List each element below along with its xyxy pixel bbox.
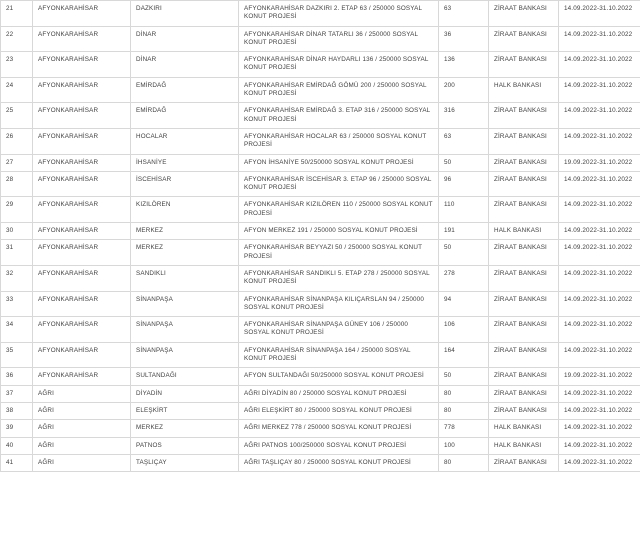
project-name-cell: AFYONKARAHİSAR KIZILÖREN 110 / 250000 SOSYAL KONUT PROJESİ bbox=[239, 197, 439, 223]
district-cell: DİYADİN bbox=[131, 385, 239, 402]
row-number: 21 bbox=[1, 1, 33, 27]
province-cell: AFYONKARAHİSAR bbox=[33, 223, 131, 240]
application-dates-cell: 14.09.2022-31.10.2022 bbox=[559, 77, 640, 103]
project-name-cell: AFYONKARAHİSAR BEYYAZI 50 / 250000 SOSYAL KONUT PROJESİ bbox=[239, 240, 439, 266]
bank-cell: HALK BANKASI bbox=[489, 77, 559, 103]
project-name-cell: AFYONKARAHİSAR DİNAR TATARLI 36 / 250000 SOSYAL KONUT PROJESİ bbox=[239, 26, 439, 52]
province-cell: AĞRI bbox=[33, 437, 131, 454]
bank-cell: ZİRAAT BANKASI bbox=[489, 103, 559, 129]
bank-cell: ZİRAAT BANKASI bbox=[489, 26, 559, 52]
table-row bbox=[1, 26, 640, 52]
province-cell: AFYONKARAHİSAR bbox=[33, 128, 131, 154]
bank-cell: HALK BANKASI bbox=[489, 420, 559, 437]
district-cell: PATNOS bbox=[131, 437, 239, 454]
project-name-cell: AĞRI ELEŞKİRT 80 / 250000 SOSYAL KONUT PROJESİ bbox=[239, 402, 439, 419]
province-cell: AĞRI bbox=[33, 402, 131, 419]
unit-count-cell: 316 bbox=[439, 103, 489, 129]
bank-cell: ZİRAAT BANKASI bbox=[489, 291, 559, 317]
unit-count-cell: 63 bbox=[439, 128, 489, 154]
row-number: 27 bbox=[1, 154, 33, 171]
application-dates-cell: 14.09.2022-31.10.2022 bbox=[559, 240, 640, 266]
application-dates-cell: 14.09.2022-31.10.2022 bbox=[559, 317, 640, 343]
unit-count-cell: 191 bbox=[439, 223, 489, 240]
table-row bbox=[1, 1, 640, 27]
project-name-cell: AFYONKARAHİSAR EMİRDAĞ 3. ETAP 316 / 250000 SOSYAL KONUT PROJESİ bbox=[239, 103, 439, 129]
district-cell: MERKEZ bbox=[131, 420, 239, 437]
district-cell: DAZKIRI bbox=[131, 1, 239, 27]
application-dates-cell: 14.09.2022-31.10.2022 bbox=[559, 1, 640, 27]
unit-count-cell: 50 bbox=[439, 240, 489, 266]
table-row bbox=[1, 454, 640, 471]
province-cell: AFYONKARAHİSAR bbox=[33, 265, 131, 291]
province-cell: AFYONKARAHİSAR bbox=[33, 368, 131, 385]
project-name-cell: AĞRI MERKEZ 778 / 250000 SOSYAL KONUT PROJESİ bbox=[239, 420, 439, 437]
district-cell: SİNANPAŞA bbox=[131, 342, 239, 368]
row-number: 32 bbox=[1, 265, 33, 291]
application-dates-cell: 14.09.2022-31.10.2022 bbox=[559, 171, 640, 197]
unit-count-cell: 278 bbox=[439, 265, 489, 291]
district-cell: ELEŞKİRT bbox=[131, 402, 239, 419]
district-cell: DİNAR bbox=[131, 26, 239, 52]
unit-count-cell: 100 bbox=[439, 437, 489, 454]
application-dates-cell: 14.09.2022-31.10.2022 bbox=[559, 342, 640, 368]
district-cell: SULTANDAĞI bbox=[131, 368, 239, 385]
project-name-cell: AFYONKARAHİSAR DAZKIRI 2. ETAP 63 / 250000 SOSYAL KONUT PROJESİ bbox=[239, 1, 439, 27]
table-row bbox=[1, 240, 640, 266]
district-cell: TAŞLIÇAY bbox=[131, 454, 239, 471]
table-row bbox=[1, 265, 640, 291]
row-number: 41 bbox=[1, 454, 33, 471]
bank-cell: ZİRAAT BANKASI bbox=[489, 197, 559, 223]
unit-count-cell: 80 bbox=[439, 402, 489, 419]
district-cell: İHSANİYE bbox=[131, 154, 239, 171]
bank-cell: ZİRAAT BANKASI bbox=[489, 1, 559, 27]
project-name-cell: AFYONKARAHİSAR HOCALAR 63 / 250000 SOSYAL KONUT PROJESİ bbox=[239, 128, 439, 154]
unit-count-cell: 94 bbox=[439, 291, 489, 317]
province-cell: AFYONKARAHİSAR bbox=[33, 1, 131, 27]
application-dates-cell: 14.09.2022-31.10.2022 bbox=[559, 420, 640, 437]
unit-count-cell: 80 bbox=[439, 454, 489, 471]
province-cell: AFYONKARAHİSAR bbox=[33, 26, 131, 52]
project-name-cell: AFYON İHSANİYE 50/250000 SOSYAL KONUT PROJESİ bbox=[239, 154, 439, 171]
district-cell: SİNANPAŞA bbox=[131, 291, 239, 317]
projects-table-body bbox=[1, 1, 640, 472]
bank-cell: ZİRAAT BANKASI bbox=[489, 385, 559, 402]
table-row bbox=[1, 171, 640, 197]
province-cell: AFYONKARAHİSAR bbox=[33, 77, 131, 103]
project-name-cell: AĞRI PATNOS 100/250000 SOSYAL KONUT PROJESİ bbox=[239, 437, 439, 454]
row-number: 37 bbox=[1, 385, 33, 402]
district-cell: EMİRDAĞ bbox=[131, 103, 239, 129]
bank-cell: HALK BANKASI bbox=[489, 437, 559, 454]
project-name-cell: AĞRI DİYADİN 80 / 250000 SOSYAL KONUT PROJESİ bbox=[239, 385, 439, 402]
district-cell: DİNAR bbox=[131, 52, 239, 78]
unit-count-cell: 200 bbox=[439, 77, 489, 103]
row-number: 33 bbox=[1, 291, 33, 317]
province-cell: AFYONKARAHİSAR bbox=[33, 317, 131, 343]
district-cell: EMİRDAĞ bbox=[131, 77, 239, 103]
table-row bbox=[1, 154, 640, 171]
row-number: 36 bbox=[1, 368, 33, 385]
application-dates-cell: 14.09.2022-31.10.2022 bbox=[559, 265, 640, 291]
row-number: 22 bbox=[1, 26, 33, 52]
province-cell: AFYONKARAHİSAR bbox=[33, 171, 131, 197]
unit-count-cell: 778 bbox=[439, 420, 489, 437]
province-cell: AFYONKARAHİSAR bbox=[33, 52, 131, 78]
project-name-cell: AFYONKARAHİSAR SİNANPAŞA GÜNEY 106 / 250000 SOSYAL KONUT PROJESİ bbox=[239, 317, 439, 343]
unit-count-cell: 36 bbox=[439, 26, 489, 52]
province-cell: AFYONKARAHİSAR bbox=[33, 240, 131, 266]
unit-count-cell: 50 bbox=[439, 154, 489, 171]
district-cell: İSCEHİSAR bbox=[131, 171, 239, 197]
project-name-cell: AĞRI TAŞLIÇAY 80 / 250000 SOSYAL KONUT PROJESİ bbox=[239, 454, 439, 471]
table-row bbox=[1, 77, 640, 103]
unit-count-cell: 80 bbox=[439, 385, 489, 402]
row-number: 28 bbox=[1, 171, 33, 197]
bank-cell: ZİRAAT BANKASI bbox=[489, 265, 559, 291]
application-dates-cell: 14.09.2022-31.10.2022 bbox=[559, 52, 640, 78]
district-cell: KIZILÖREN bbox=[131, 197, 239, 223]
application-dates-cell: 14.09.2022-31.10.2022 bbox=[559, 437, 640, 454]
project-name-cell: AFYON MERKEZ 191 / 250000 SOSYAL KONUT PROJESİ bbox=[239, 223, 439, 240]
table-row bbox=[1, 317, 640, 343]
province-cell: AFYONKARAHİSAR bbox=[33, 342, 131, 368]
row-number: 25 bbox=[1, 103, 33, 129]
bank-cell: HALK BANKASI bbox=[489, 223, 559, 240]
application-dates-cell: 14.09.2022-31.10.2022 bbox=[559, 291, 640, 317]
project-name-cell: AFYON SULTANDAĞI 50/250000 SOSYAL KONUT PROJESİ bbox=[239, 368, 439, 385]
bank-cell: ZİRAAT BANKASI bbox=[489, 317, 559, 343]
table-row bbox=[1, 368, 640, 385]
unit-count-cell: 164 bbox=[439, 342, 489, 368]
district-cell: HOCALAR bbox=[131, 128, 239, 154]
district-cell: MERKEZ bbox=[131, 240, 239, 266]
table-row bbox=[1, 291, 640, 317]
project-name-cell: AFYONKARAHİSAR EMİRDAĞ GÖMÜ 200 / 250000 SOSYAL KONUT PROJESİ bbox=[239, 77, 439, 103]
table-row bbox=[1, 52, 640, 78]
district-cell: SANDIKLI bbox=[131, 265, 239, 291]
unit-count-cell: 106 bbox=[439, 317, 489, 343]
row-number: 24 bbox=[1, 77, 33, 103]
table-row bbox=[1, 342, 640, 368]
unit-count-cell: 110 bbox=[439, 197, 489, 223]
row-number: 29 bbox=[1, 197, 33, 223]
table-row bbox=[1, 385, 640, 402]
province-cell: AĞRI bbox=[33, 454, 131, 471]
bank-cell: ZİRAAT BANKASI bbox=[489, 240, 559, 266]
application-dates-cell: 14.09.2022-31.10.2022 bbox=[559, 223, 640, 240]
project-name-cell: AFYONKARAHİSAR SİNANPAŞA 164 / 250000 SOSYAL KONUT PROJESİ bbox=[239, 342, 439, 368]
bank-cell: ZİRAAT BANKASI bbox=[489, 454, 559, 471]
row-number: 26 bbox=[1, 128, 33, 154]
row-number: 30 bbox=[1, 223, 33, 240]
project-name-cell: AFYONKARAHİSAR SANDIKLI 5. ETAP 278 / 250000 SOSYAL KONUT PROJESİ bbox=[239, 265, 439, 291]
application-dates-cell: 14.09.2022-31.10.2022 bbox=[559, 454, 640, 471]
province-cell: AĞRI bbox=[33, 420, 131, 437]
table-row bbox=[1, 223, 640, 240]
province-cell: AFYONKARAHİSAR bbox=[33, 103, 131, 129]
table-row bbox=[1, 128, 640, 154]
application-dates-cell: 14.09.2022-31.10.2022 bbox=[559, 128, 640, 154]
district-cell: SİNANPAŞA bbox=[131, 317, 239, 343]
row-number: 35 bbox=[1, 342, 33, 368]
table-row bbox=[1, 103, 640, 129]
application-dates-cell: 14.09.2022-31.10.2022 bbox=[559, 385, 640, 402]
application-dates-cell: 19.09.2022-31.10.2022 bbox=[559, 368, 640, 385]
unit-count-cell: 63 bbox=[439, 1, 489, 27]
bank-cell: ZİRAAT BANKASI bbox=[489, 128, 559, 154]
bank-cell: ZİRAAT BANKASI bbox=[489, 154, 559, 171]
row-number: 39 bbox=[1, 420, 33, 437]
row-number: 31 bbox=[1, 240, 33, 266]
application-dates-cell: 19.09.2022-31.10.2022 bbox=[559, 154, 640, 171]
bank-cell: ZİRAAT BANKASI bbox=[489, 368, 559, 385]
table-row bbox=[1, 420, 640, 437]
unit-count-cell: 50 bbox=[439, 368, 489, 385]
row-number: 34 bbox=[1, 317, 33, 343]
bank-cell: ZİRAAT BANKASI bbox=[489, 52, 559, 78]
table-row bbox=[1, 402, 640, 419]
unit-count-cell: 136 bbox=[439, 52, 489, 78]
application-dates-cell: 14.09.2022-31.10.2022 bbox=[559, 197, 640, 223]
province-cell: AFYONKARAHİSAR bbox=[33, 197, 131, 223]
table-row bbox=[1, 197, 640, 223]
application-dates-cell: 14.09.2022-31.10.2022 bbox=[559, 402, 640, 419]
table-row bbox=[1, 437, 640, 454]
bank-cell: ZİRAAT BANKASI bbox=[489, 402, 559, 419]
district-cell: MERKEZ bbox=[131, 223, 239, 240]
province-cell: AFYONKARAHİSAR bbox=[33, 154, 131, 171]
bank-cell: ZİRAAT BANKASI bbox=[489, 342, 559, 368]
application-dates-cell: 14.09.2022-31.10.2022 bbox=[559, 26, 640, 52]
row-number: 40 bbox=[1, 437, 33, 454]
province-cell: AĞRI bbox=[33, 385, 131, 402]
province-cell: AFYONKARAHİSAR bbox=[33, 291, 131, 317]
bank-cell: ZİRAAT BANKASI bbox=[489, 171, 559, 197]
application-dates-cell: 14.09.2022-31.10.2022 bbox=[559, 103, 640, 129]
project-name-cell: AFYONKARAHİSAR İSCEHİSAR 3. ETAP 96 / 250000 SOSYAL KONUT PROJESİ bbox=[239, 171, 439, 197]
row-number: 38 bbox=[1, 402, 33, 419]
project-name-cell: AFYONKARAHİSAR SİNANPAŞA KILIÇARSLAN 94 / 250000 SOSYAL KONUT PROJESİ bbox=[239, 291, 439, 317]
unit-count-cell: 96 bbox=[439, 171, 489, 197]
row-number: 23 bbox=[1, 52, 33, 78]
project-name-cell: AFYONKARAHİSAR DİNAR HAYDARLI 136 / 250000 SOSYAL KONUT PROJESİ bbox=[239, 52, 439, 78]
